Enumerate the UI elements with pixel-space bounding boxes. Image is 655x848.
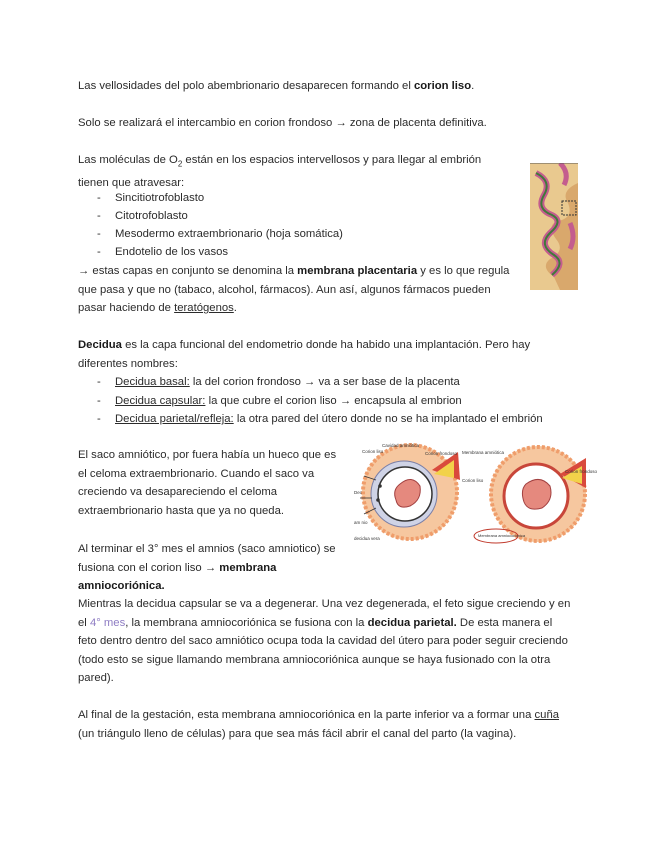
label-decidua-vera: decidua vera bbox=[354, 536, 380, 541]
list-item: - Endotelio de los vasos bbox=[97, 246, 229, 258]
list-item: - Decidua capsular: la que cubre el corion liso → encapsula al embrion bbox=[97, 395, 462, 407]
paragraph-final-gestacion: Al final de la gestación, esta membrana amniocoriónica en la parte inferior va a formar una cuña (un triángulo lleno de células) para que sea más fácil abrir el canal del parto (la vagina). bbox=[78, 709, 560, 740]
label-corion-liso-2: Corion liso bbox=[462, 478, 484, 483]
list-item: - Citotrofoblasto bbox=[97, 210, 188, 222]
list-item: - Decidua basal: la del corion frondoso → va a ser base de la placenta bbox=[97, 376, 460, 388]
label-dec: Dec bbox=[354, 490, 363, 495]
paragraph-moleculas-o2: Las moléculas de $O_2$ están en los espacios intervellosos y para llegar al embrión tienen que atravesar: bbox=[78, 154, 482, 189]
paragraph-saco-amniotico: El saco amniótico, por fuera había un hueco que es el celoma extraembrionario. Cuando el saco va creciendo va desapareciendo el celoma extraembrionario hasta que ya no queda. bbox=[78, 449, 337, 517]
label-corion-liso: Corion liso bbox=[362, 449, 384, 454]
amniotic-sac-diagram bbox=[350, 440, 600, 552]
paragraph-decidua-capsular: Mientras la decidua capsular se va a degenerar. Una vez degenerada, el feto sigue creciendo y en el 4° mes, la membrana amniocoriónica se fusiona con la decidua parietal. De esta manera el feto dentro dentro del saco amniótico ocupa toda la cavidad del útero para poder seguir creciendo (todo esto se sigue llamando membrana amniocoriónica aunque se haya fusionado con la otra pared). bbox=[78, 598, 571, 685]
paragraph-decidua: Decidua es la capa funcional del endometrio donde ha habido una implantación. Pero hay diferentes nombres: bbox=[78, 339, 531, 370]
label-amnio: am nio bbox=[354, 520, 368, 525]
list-item: - Decidua parietal/refleja: la otra pared del útero donde no se ha implantado el embrión bbox=[97, 413, 543, 425]
list-item: - Sincitiotrofoblasto bbox=[97, 192, 205, 204]
paragraph-amnios: Al terminar el 3° mes el amnios (saco amniotico) se fusiona con el corion liso → membrana amniocoriónica. bbox=[78, 543, 336, 593]
label-membrana-amniocorionica: Membrana amniocorionica bbox=[478, 533, 526, 538]
list-item: - Mesodermo extraembrionario (hoja somática) bbox=[97, 228, 343, 240]
label-corion-frondoso-2: Corion frondoso bbox=[565, 469, 598, 474]
label-membrana-am: Membrana amniótica bbox=[462, 450, 505, 455]
label-cavidad: Cavidad amniótica bbox=[382, 443, 420, 448]
paragraph-intercambio: Solo se realizará el intercambio en corion frondoso → zona de placenta definitiva. bbox=[78, 117, 487, 129]
villi-illustration bbox=[530, 163, 578, 290]
label-corion-frondoso: Corion frondoso bbox=[425, 451, 458, 456]
paragraph-corion-liso: Las vellosidades del polo abembrionario desaparecen formando el corion liso. bbox=[78, 80, 475, 92]
paragraph-membrana-placentaria: → estas capas en conjunto se denomina la membrana placentaria y es lo que regula que pasa y que no (tabaco, alcohol, fármacos). Aun así, algunos fármacos pueden pasar haciendo de teratógenos. bbox=[78, 265, 510, 315]
